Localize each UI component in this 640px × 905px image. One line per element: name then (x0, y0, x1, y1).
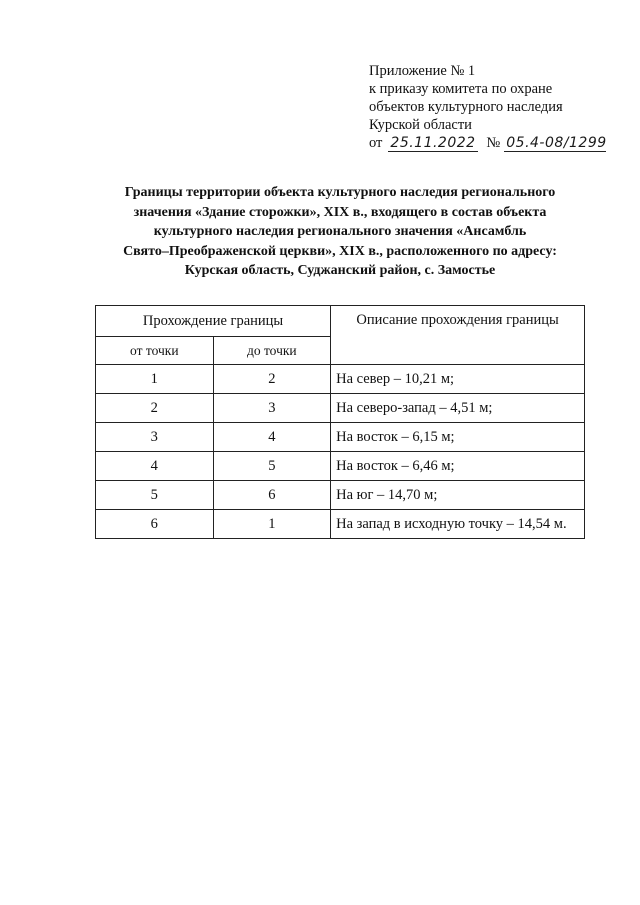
cell-from-point: 4 (96, 452, 214, 481)
title-line: значения «Здание сторожки», XIX в., входящего в состав объекта (133, 204, 547, 220)
appendix-region: Курской области (369, 117, 472, 133)
boundary-table (95, 305, 585, 539)
number-label: № (486, 135, 501, 151)
cell-to-point: 1 (213, 510, 331, 539)
header-boundary-description: Описание прохождения границы (331, 306, 585, 365)
cell-description: На север – 10,21 м; (331, 365, 585, 394)
appendix-block (369, 62, 619, 152)
from-label: от (369, 135, 383, 151)
cell-to-point: 5 (213, 452, 331, 481)
cell-from-point: 3 (96, 423, 214, 452)
cell-description: На восток – 6,15 м; (331, 423, 585, 452)
title-line: культурного наследия регионального значения «Ансамбль (153, 224, 527, 239)
order-date-number-row (369, 134, 619, 152)
cell-to-point: 4 (213, 423, 331, 452)
table-row (96, 452, 585, 481)
header-boundary-passage: Прохождение границы (96, 306, 331, 337)
table-row (96, 510, 585, 539)
cell-description: На юг – 14,70 м; (331, 481, 585, 510)
title-line: Границы территории объекта культурного наследия регионального (124, 185, 556, 200)
cell-from-point: 2 (96, 394, 214, 423)
cell-description: На северо-запад – 4,51 м; (331, 394, 585, 423)
cell-to-point: 2 (213, 365, 331, 394)
appendix-committee: объектов культурного наследия (369, 99, 563, 115)
title-line: Свято–Преображенской церкви», XIX в., расположенного по адресу: (123, 243, 557, 259)
appendix-number: Приложение № 1 (369, 63, 476, 79)
document-title (96, 183, 584, 281)
table-row (96, 365, 585, 394)
cell-from-point: 6 (96, 510, 214, 539)
header-from-point: от точки (96, 337, 214, 365)
title-line: Курская область, Суджанский район, с. Замостье (184, 263, 496, 278)
table-row (96, 423, 585, 452)
table-row (96, 394, 585, 423)
cell-to-point: 3 (213, 394, 331, 423)
table-header-row (96, 306, 585, 337)
cell-description: На восток – 6,46 м; (331, 452, 585, 481)
cell-description: На запад в исходную точку – 14,54 м. (331, 510, 585, 539)
appendix-order-ref: к приказу комитета по охране (369, 81, 553, 97)
table-row (96, 481, 585, 510)
header-to-point: до точки (213, 337, 331, 365)
cell-to-point: 6 (213, 481, 331, 510)
cell-from-point: 5 (96, 481, 214, 510)
handwritten-date: 25.11.2022 (388, 136, 478, 152)
cell-from-point: 1 (96, 365, 214, 394)
handwritten-order-number: 05.4-08/1299 (506, 135, 607, 151)
